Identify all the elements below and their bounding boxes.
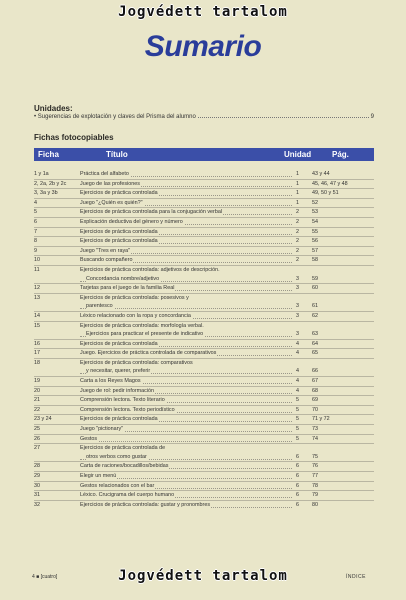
header-ficha: Ficha <box>38 150 59 159</box>
cell-ficha: 23 y 24 <box>34 416 52 423</box>
cell-ficha: 19 <box>34 378 40 385</box>
cell-titulo <box>80 387 330 396</box>
cell-unidad: 3 <box>296 312 299 319</box>
cell-unidad: 1 <box>296 180 299 187</box>
cell-titulo <box>80 228 330 237</box>
cell-unidad: 6 <box>296 463 299 470</box>
table-row <box>34 217 374 227</box>
cell-ficha: 21 <box>34 397 40 404</box>
cell-pag: 77 <box>312 473 318 479</box>
cell-titulo-text: otros verbos como gustar <box>86 453 147 460</box>
cell-unidad: 6 <box>296 501 299 508</box>
cell-titulo <box>80 322 330 331</box>
cell-titulo-text: Léxico. Crucigrama del cuerpo humano <box>80 492 175 499</box>
cell-titulo-text: Concordancia nombre/adjetivo <box>86 275 160 282</box>
table-row <box>34 500 374 510</box>
cell-titulo <box>80 396 330 405</box>
cell-pag: 58 <box>312 257 318 264</box>
leader-dots <box>198 114 369 118</box>
table-row <box>34 265 374 275</box>
cell-titulo-text: y necesitar, querer, preferir <box>86 368 151 375</box>
cell-ficha: 18 <box>34 359 40 366</box>
table-header <box>34 148 374 161</box>
cell-ficha: 20 <box>34 387 40 394</box>
cell-ficha: 27 <box>34 445 40 452</box>
cell-titulo-text: Juego de rol: pedir información <box>80 387 155 394</box>
cell-ficha: 9 <box>34 247 37 254</box>
cell-ficha: 1 y 1a <box>34 171 49 177</box>
cell-unidad: 4 <box>296 340 299 347</box>
cell-titulo-text: Ejercicios de práctica controlada <box>80 340 158 347</box>
cell-titulo-text: Comprensión lectora. Texto literario <box>80 397 165 404</box>
cell-unidad: 3 <box>296 275 299 282</box>
table-row <box>34 348 374 358</box>
cell-ficha: 10 <box>34 257 40 264</box>
cell-unidad: 2 <box>296 247 299 254</box>
cell-unidad: 5 <box>296 435 299 442</box>
cell-titulo <box>80 218 330 227</box>
cell-ficha: 4 <box>34 199 37 206</box>
cell-unidad: 6 <box>296 482 299 489</box>
cell-ficha: 11 <box>34 266 40 273</box>
cell-unidad: 3 <box>296 303 299 310</box>
cell-unidad: 1 <box>296 199 299 206</box>
cell-pag: 53 <box>312 209 318 216</box>
cell-pag: 59 <box>312 275 318 282</box>
cell-ficha: 14 <box>34 312 40 319</box>
page-number: 4 ■ [cuatro] <box>32 574 58 580</box>
cell-titulo <box>80 199 330 208</box>
table-row <box>34 471 374 481</box>
cell-titulo <box>80 444 330 453</box>
cell-unidad: 2 <box>296 257 299 264</box>
cell-unidad: 1 <box>296 171 299 177</box>
cell-unidad: 4 <box>296 378 299 385</box>
cell-titulo-text: Ejercicios para practicar el presente de indicativo <box>86 331 204 338</box>
cell-ficha: 30 <box>34 482 40 489</box>
cell-titulo-text: Ejercicios de práctica controlada <box>80 238 158 245</box>
cell-unidad: 3 <box>296 331 299 338</box>
cell-pag: 60 <box>312 285 318 292</box>
watermark-top: Jogvédett tartalom <box>118 4 288 20</box>
cell-ficha: 2, 2a, 2b y 2c <box>34 180 67 187</box>
cell-ficha: 7 <box>34 228 37 235</box>
table-row <box>34 453 374 462</box>
cell-pag: 64 <box>312 340 318 347</box>
cell-titulo <box>80 472 330 481</box>
header-unidad: Unidad <box>284 150 312 159</box>
cell-titulo-text: Ejercicios de práctica controlada: gustar y pronombres <box>80 501 211 508</box>
cell-ficha: 32 <box>34 501 40 508</box>
cell-titulo-text: Ejercicios de práctica controlada: adjetivos de descripción. <box>80 266 220 273</box>
cell-unidad: 2 <box>296 209 299 216</box>
cell-titulo-text: Juego "pictionary" <box>80 426 124 433</box>
cell-titulo-text: Tarjetas para el juego de la familia Real <box>80 285 175 292</box>
cell-titulo <box>80 189 330 198</box>
cell-titulo-text: Gestos <box>80 435 98 442</box>
cell-unidad: 5 <box>296 426 299 433</box>
cell-titulo <box>80 406 330 415</box>
table-row <box>34 330 374 339</box>
cell-pag: 71 y 72 <box>312 416 330 423</box>
cell-titulo-text: Carta a los Reyes Magos <box>80 378 141 385</box>
cell-ficha: 22 <box>34 406 40 413</box>
table-row <box>34 376 374 386</box>
cell-titulo-text: Comprensión lectora. Texto periodístico <box>80 406 175 413</box>
cell-titulo <box>80 435 330 444</box>
unidades-heading: Unidades: <box>34 104 73 113</box>
cell-pag: 75 <box>312 453 318 460</box>
header-titulo: Título <box>106 150 128 159</box>
cell-titulo <box>80 349 330 358</box>
cell-titulo-text: Léxico relacionado con la ropa y concordancia <box>80 312 191 319</box>
cell-titulo <box>80 425 330 434</box>
unidades-item-text: • Sugerencias de explotación y claves del Prisma del alumno <box>34 114 196 120</box>
section-label: ÍNDICE <box>346 574 366 580</box>
table-row <box>34 395 374 405</box>
cell-titulo-text: Ejercicios de práctica controlada para la conjugación verbal <box>80 209 223 216</box>
cell-titulo-text: Juego. Ejercicios de práctica controlada de comparativos <box>80 350 217 357</box>
cell-ficha: 6 <box>34 218 37 225</box>
cell-ficha: 28 <box>34 463 40 470</box>
cell-titulo <box>80 256 330 265</box>
cell-ficha: 13 <box>34 294 40 301</box>
cell-titulo-text: Carta de raciones/bocadillos/bebidas <box>80 463 169 470</box>
cell-pag: 79 <box>312 492 318 499</box>
cell-pag: 73 <box>312 426 318 433</box>
table-row <box>34 434 374 444</box>
table-row <box>34 424 374 434</box>
cell-titulo <box>80 340 330 349</box>
cell-pag: 74 <box>312 435 318 442</box>
table-row <box>34 461 374 471</box>
header-pag: Pág. <box>332 150 349 159</box>
cell-pag: 62 <box>312 312 318 319</box>
cell-titulo <box>80 462 330 471</box>
cell-ficha: 31 <box>34 492 40 499</box>
cell-titulo-text: Ejercicios de práctica controlada <box>80 190 158 197</box>
cell-pag: 63 <box>312 331 318 338</box>
cell-titulo <box>80 208 330 217</box>
cell-titulo-text: Elegir un menú <box>80 473 117 479</box>
cell-unidad: 4 <box>296 387 299 394</box>
cell-ficha: 15 <box>34 322 40 329</box>
cell-pag: 67 <box>312 378 318 385</box>
table-row <box>34 246 374 256</box>
cell-titulo <box>80 501 330 510</box>
cell-titulo-text: Ejercicios de práctica controlada <box>80 228 158 235</box>
cell-pag: 45, 46, 47 y 48 <box>312 180 348 187</box>
cell-ficha: 5 <box>34 209 37 216</box>
table-row <box>34 481 374 491</box>
cell-titulo-text: parentesco <box>86 303 113 310</box>
cell-pag: 78 <box>312 482 318 489</box>
table-row <box>34 207 374 217</box>
cell-pag: 76 <box>312 463 318 470</box>
cell-titulo <box>80 312 330 321</box>
table-row <box>34 179 374 189</box>
cell-titulo-text: Ejercicios de práctica controlada: posesivos y <box>80 294 189 301</box>
cell-pag: 43 y 44 <box>312 171 330 177</box>
table-row <box>34 236 374 246</box>
cell-titulo <box>80 266 330 275</box>
cell-unidad: 6 <box>296 453 299 460</box>
cell-titulo-text: Explicación deductiva del género y número <box>80 218 183 225</box>
table-row <box>34 358 374 368</box>
cell-titulo <box>80 237 330 246</box>
cell-unidad: 2 <box>296 238 299 245</box>
cell-ficha: 25 <box>34 426 40 433</box>
cell-titulo <box>80 284 330 293</box>
table-row <box>34 227 374 237</box>
cell-titulo-text: Ejercicios de práctica controlada de <box>80 445 166 452</box>
cell-pag: 68 <box>312 387 318 394</box>
cell-ficha: 8 <box>34 238 37 245</box>
cell-titulo <box>80 491 330 500</box>
cell-pag: 54 <box>312 218 318 225</box>
cell-pag: 57 <box>312 247 318 254</box>
cell-pag: 61 <box>312 303 318 310</box>
cell-unidad: 3 <box>296 285 299 292</box>
table-row <box>34 283 374 293</box>
fichas-heading: Fichas fotocopiables <box>34 133 114 142</box>
table-row <box>34 405 374 415</box>
table-row <box>34 311 374 321</box>
cell-pag: 55 <box>312 228 318 235</box>
table-row <box>34 170 374 179</box>
cell-pag: 49, 50 y 51 <box>312 190 339 197</box>
cell-titulo-text: Juego "¿Quién es quién?" <box>80 199 143 206</box>
table-row <box>34 293 374 303</box>
cell-pag: 69 <box>312 397 318 404</box>
table-row <box>34 490 374 500</box>
table-row <box>34 414 374 424</box>
table-row <box>34 188 374 198</box>
cell-titulo <box>80 180 330 189</box>
cell-titulo-text: Práctica del alfabeto <box>80 171 129 177</box>
unidades-item <box>34 114 374 120</box>
cell-unidad: 5 <box>296 406 299 413</box>
table-row <box>34 302 374 311</box>
cell-unidad: 2 <box>296 228 299 235</box>
cell-pag: 52 <box>312 199 318 206</box>
cell-titulo <box>80 377 330 386</box>
cell-titulo <box>80 170 330 179</box>
cell-titulo-text: Ejercicios de práctica controlada: comparativos <box>80 359 193 366</box>
cell-pag: 80 <box>312 501 318 508</box>
cell-titulo-text: Ejercicios de práctica controlada: morfología verbal. <box>80 322 204 329</box>
cell-titulo <box>80 415 330 424</box>
table-row <box>34 198 374 208</box>
table-row <box>34 321 374 331</box>
cell-titulo <box>80 247 330 256</box>
cell-titulo-text: Gestos relacionados con el bar <box>80 482 155 489</box>
table-row <box>34 255 374 265</box>
cell-ficha: 12 <box>34 285 40 292</box>
cell-ficha: 17 <box>34 350 40 357</box>
cell-ficha: 16 <box>34 340 40 347</box>
cell-pag: 70 <box>312 406 318 413</box>
cell-ficha: 3, 3a y 3b <box>34 190 58 197</box>
cell-titulo <box>80 294 330 303</box>
cell-unidad: 5 <box>296 397 299 404</box>
table-row <box>34 443 374 453</box>
cell-ficha: 26 <box>34 435 40 442</box>
cell-ficha: 29 <box>34 473 40 479</box>
cell-unidad: 2 <box>296 218 299 225</box>
cell-unidad: 5 <box>296 416 299 423</box>
cell-unidad: 4 <box>296 350 299 357</box>
table-row <box>34 339 374 349</box>
cell-titulo-text: Buscando compañero <box>80 257 133 264</box>
page-title: Sumario <box>144 30 262 63</box>
cell-unidad: 6 <box>296 492 299 499</box>
unidades-item-page: 9 <box>370 114 374 120</box>
cell-unidad: 1 <box>296 190 299 197</box>
cell-pag: 56 <box>312 238 318 245</box>
cell-unidad: 6 <box>296 473 299 479</box>
cell-titulo <box>80 482 330 491</box>
fichas-table <box>34 170 374 509</box>
table-row <box>34 367 374 376</box>
cell-titulo-text: Juego "Tres en raya" <box>80 247 131 254</box>
cell-pag: 65 <box>312 350 318 357</box>
cell-unidad: 4 <box>296 368 299 375</box>
cell-pag: 66 <box>312 368 318 375</box>
table-row <box>34 275 374 284</box>
watermark-bottom: Jogvédett tartalom <box>118 568 288 584</box>
cell-titulo-text: Ejercicios de práctica controlada <box>80 416 158 423</box>
cell-titulo-text: Juego de las profesiones <box>80 180 140 187</box>
cell-titulo <box>80 359 330 368</box>
table-row <box>34 386 374 396</box>
